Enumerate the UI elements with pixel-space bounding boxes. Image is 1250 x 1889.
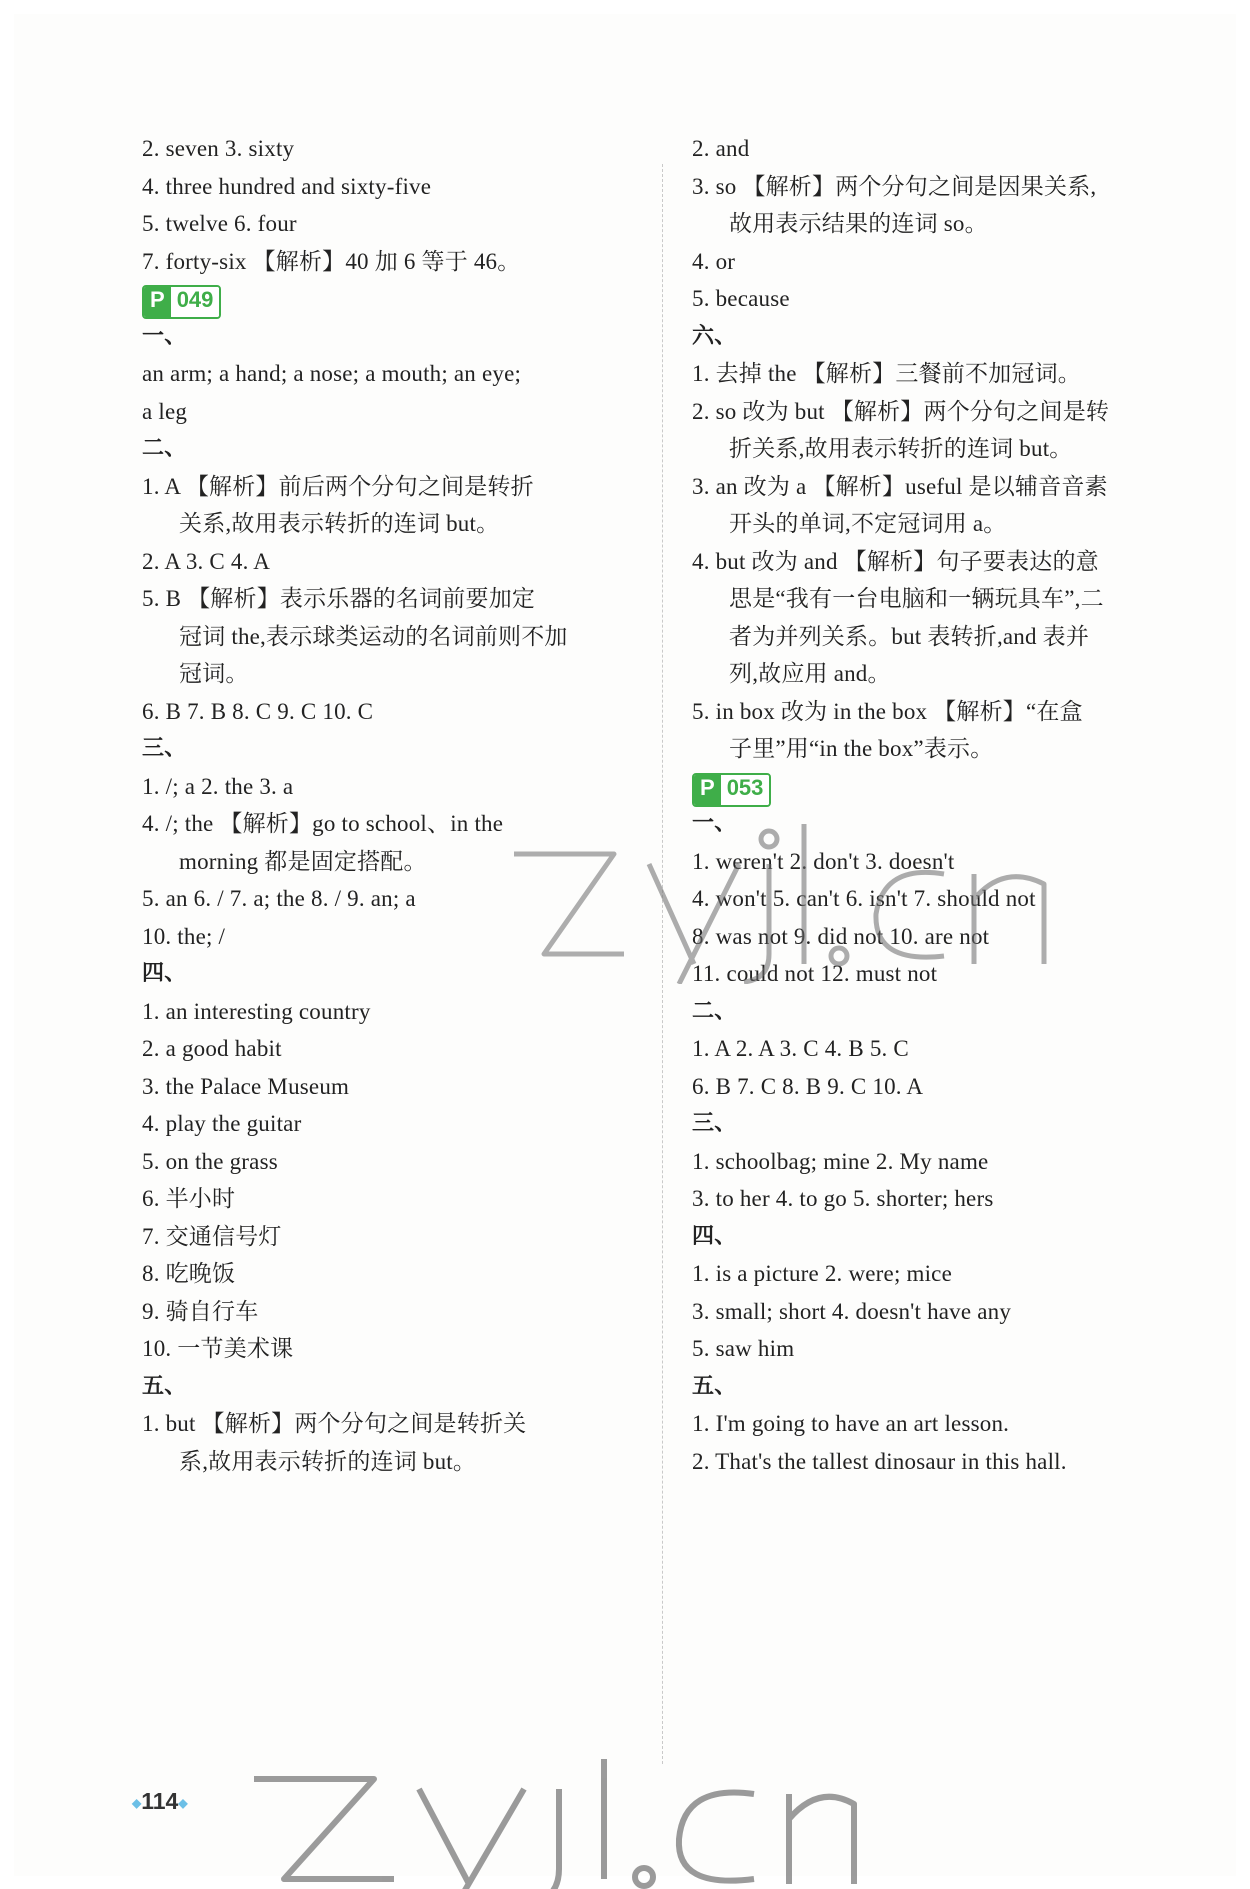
answer-line: 4. won't 5. can't 6. isn't 7. should not [692,886,1036,911]
answer-line: 5. twelve 6. four [142,211,297,236]
section-heading: 五、 [692,1373,737,1399]
answer-line: 开头的单词,不定冠词用 a。 [729,511,1007,536]
answer-line: 1. an interesting country [142,998,371,1024]
answer-line: 8. was not 9. did not 10. are not [692,923,990,949]
answer-line: 7. 交通信号灯 [142,1223,282,1249]
answer-line: 列,故应用 and。 [729,661,891,686]
answer-line: 系,故用表示转折的连词 but。 [179,1448,477,1474]
badge-p-label: P [144,287,171,317]
answer-line: 6. 半小时 [142,1186,236,1211]
section-heading: 一、 [142,323,187,349]
answer-line: 4. play the guitar [142,1111,302,1136]
answer-line: 2. That's the tallest dinosaur in this hall. [692,1448,1067,1474]
answer-line: 2. so 改为 but 【解析】两个分句之间是转 [692,398,1110,424]
section-heading: 二、 [692,998,737,1024]
section-heading: 六、 [692,323,737,349]
page-ref-badge [692,773,771,807]
answer-line: 1. I'm going to have an art lesson. [692,1411,1010,1436]
answer-line: 1. schoolbag; mine 2. My name [692,1148,989,1174]
answer-line: 6. B 7. B 8. C 9. C 10. C [142,698,374,724]
section-heading: 一、 [692,811,737,836]
answer-line: 思是“我有一台电脑和一辆玩具车”,二 [729,586,1104,611]
answer-line: 2. a good habit [142,1036,282,1061]
answer-line: 折关系,故用表示转折的连词 but。 [729,436,1073,461]
answer-line: 3. the Palace Museum [142,1073,350,1099]
section-heading: 四、 [142,961,187,986]
answer-line: an arm; a hand; a nose; a mouth; an eye; [142,361,522,386]
answer-line: 4. but 改为 and 【解析】句子要表达的意 [692,548,1099,574]
section-heading: 三、 [142,736,187,761]
answer-line: 3. small; short 4. doesn't have any [692,1298,1012,1324]
section-heading: 二、 [142,436,187,461]
answer-line: 9. 骑自行车 [142,1298,259,1324]
answer-line: 5. B 【解析】表示乐器的名词前要加定 [142,586,536,611]
answer-line: 4. or [692,248,736,274]
answer-line: 5. on the grass [142,1148,278,1174]
column-divider [662,164,663,1764]
section-heading: 三、 [692,1111,737,1136]
answer-line: 10. the; / [142,923,226,949]
answer-line: 1. but 【解析】两个分句之间是转折关 [142,1411,527,1436]
answer-line: 关系,故用表示转折的连词 but。 [179,511,500,536]
section-heading: 四、 [692,1223,737,1249]
answer-line: 11. could not 12. must not [692,961,938,986]
watermark-logo-bottom [244,1749,864,1889]
answer-line: 7. forty-six 【解析】40 加 6 等于 46。 [142,248,521,274]
answer-line: 2. seven 3. sixty [142,136,295,161]
answer-line: morning 都是固定搭配。 [179,848,427,874]
answer-line: 8. 吃晚饭 [142,1261,236,1286]
page-number: ◆114◆ [132,1788,188,1814]
answer-line: 2. and [692,136,750,161]
badge-p-label: P [694,775,721,805]
answer-line: 4. /; the 【解析】go to school、in the [142,811,504,836]
page-ref-badge [142,285,221,319]
answer-line: 3. so 【解析】两个分句之间是因果关系, [692,173,1097,199]
badge-page-number: 053 [721,775,770,805]
answer-line: 2. A 3. C 4. A [142,548,271,574]
answer-line: 4. three hundred and sixty-five [142,173,432,199]
diamond-icon: ◆ [132,1795,142,1810]
answer-line: 子里”用“in the box”表示。 [729,736,994,761]
answer-line: 5. because [692,286,790,311]
answer-line: 1. 去掉 the 【解析】三餐前不加冠词。 [692,361,1081,386]
answer-line: 故用表示结果的连词 so。 [729,211,988,236]
answer-line: 1. is a picture 2. were; mice [692,1261,952,1286]
answer-line: 者为并列关系。but 表转折,and 表并 [729,623,1090,649]
answer-line: 3. an 改为 a 【解析】useful 是以辅音音素 [692,473,1108,499]
answer-line: 冠词 the,表示球类运动的名词前则不加 [179,623,568,649]
answer-line: 5. in box 改为 in the box 【解析】“在盒 [692,698,1083,724]
answer-line: 5. an 6. / 7. a; the 8. / 9. an; a [142,886,416,911]
answer-line: 1. A 【解析】前后两个分句之间是转折 [142,473,534,499]
answer-line: 冠词。 [179,661,249,686]
answer-line: 1. weren't 2. don't 3. doesn't [692,848,955,874]
answer-line: 5. saw him [692,1336,795,1361]
answer-line: 3. to her 4. to go 5. shorter; hers [692,1186,994,1211]
answer-line: a leg [142,398,188,424]
answer-line: 1. /; a 2. the 3. a [142,773,294,799]
answer-line: 10. 一节美术课 [142,1336,294,1361]
answer-line: 1. A 2. A 3. C 4. B 5. C [692,1036,909,1061]
answer-line: 6. B 7. C 8. B 9. C 10. A [692,1073,924,1099]
answer-page [14,14,1236,1876]
diamond-icon: ◆ [178,1795,188,1810]
section-heading: 五、 [142,1373,187,1399]
badge-page-number: 049 [171,287,220,317]
